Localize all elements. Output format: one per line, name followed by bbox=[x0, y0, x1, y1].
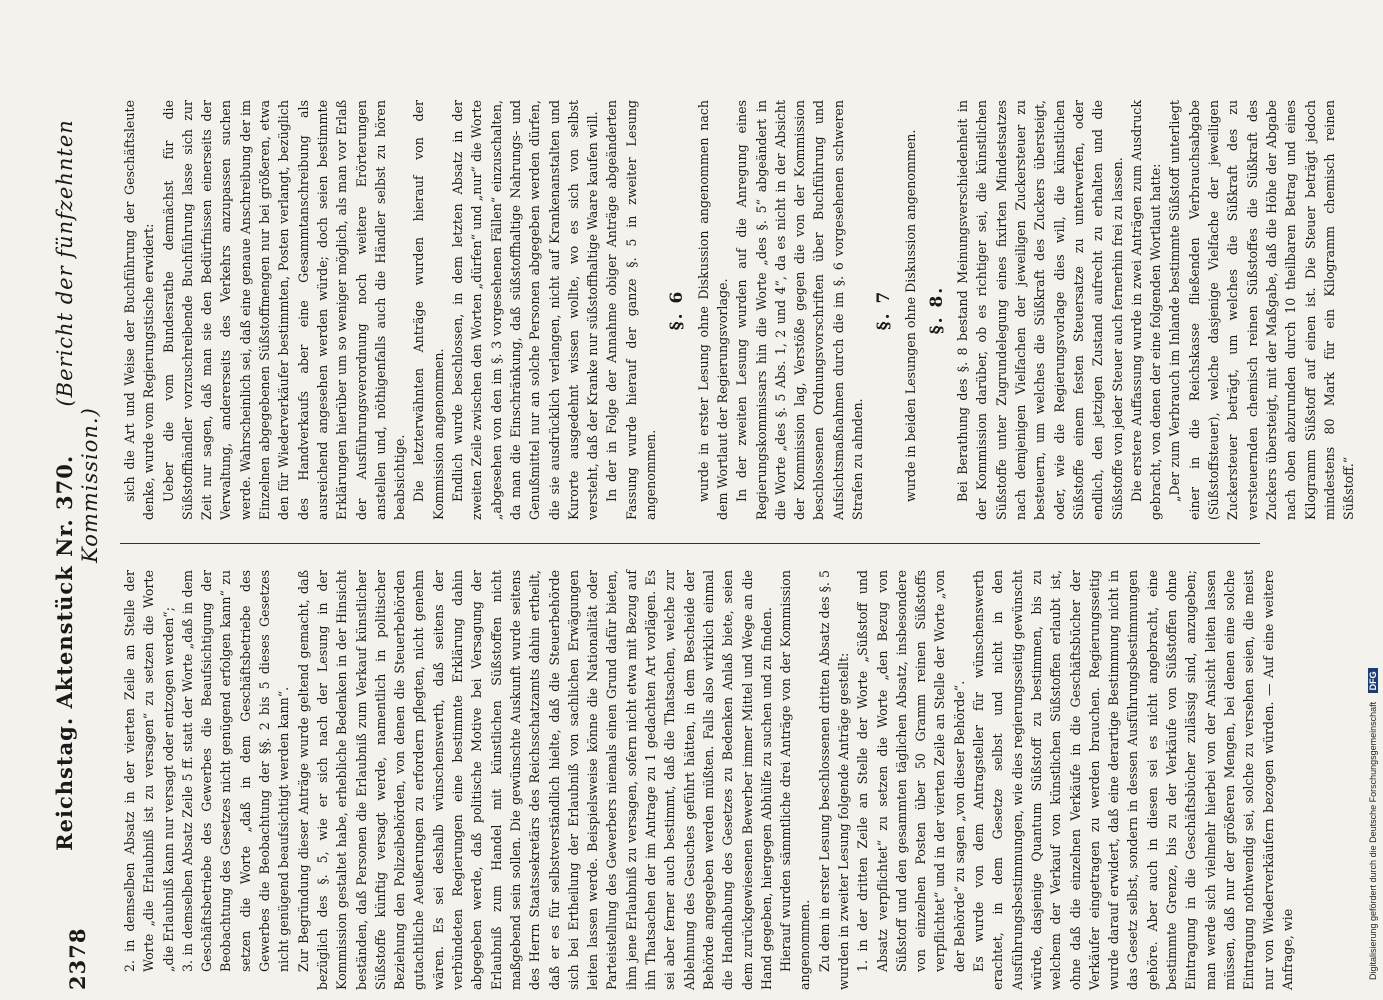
paragraph: Zur Begründung dieser Anträge wurde geltend gemacht, daß bezüglich des §. 5, wie er sich nach der Lesung in der Kommission gestaltet habe, erhebliche Bedenken in der Hinsicht beständen, daß Personen die Erlaubniß zum Verkauf künstlicher Süßstoffe künftig versagt werde, namentlich in politischer Beziehung den Polizeibehörden, von denen die Steuerbehörden gutachtliche Aeußerungen zu erfordern pflegten, nicht genehm wären. Es sei deshalb wünschenswerth, daß seitens der verbündeten Regierungen eine bestimmte Erklärung dahin abgegeben werde, daß politische Motive bei Versagung der Erlaubniß zum Handel mit künstlichen Süßstoffen nicht maßgebend sein sollen. Die gewünschte Auskunft wurde seitens des Herrn Staatssekretärs des Reichsschatzamts dahin ertheilt, daß er es für selbstverständlich hielte, daß die Steuerbehörde sich bei Ertheilung der Erlaubniß von sachlichen Erwägungen leiten lassen werde. Beispielsweise könne die Nationalität oder Parteistellung des Gewerbers niemals einen Grund dafür bieten, ihm jene Erlaubniß zu versagen, sofern nicht etwa mit Bezug auf ihn Thatsachen der im Antrage zu 1 gedachten Art vorlägen. Es sei aber ferner auch bestimmt, daß die Thatsachen, welche zur Ablehnung des Gesuches geführt hätten, in dem Bescheide der Behörde angegeben werden müßten. Falls also wirklich einmal die Handhabung des Gesetzes zu Bedenken Anlaß biete, seien dem zurückgewiesenen Bewerber immer Mittel und Wege an die Hand gegeben, hiergegen Abhülfe zu suchen und zu finden. bbox=[295, 570, 774, 990]
page-number: 2378 bbox=[64, 927, 90, 990]
digitization-footer bbox=[1368, 10, 1382, 990]
page-header bbox=[52, 70, 102, 990]
paragraph: wurde in beiden Lesungen ohne Diskussion angenommen. bbox=[902, 129, 918, 502]
paragraph: Ueber die vom Bundesrathe demnächst für die Süßstoffhändler vorzuschreibende Buchführung lasse sich zur Zeit nur sagen, daß man sie den Bedürfnissen einerseits der Verwaltung, andererseits des Verkehrs anzupassen suchen werde. Wahrscheinlich sei, daß eine genaue Anschreibung der im Einzelnen abgegebenen Süßstoffmengen nur bei größeren, etwa den für Wiederverkäufer bestimmten, Posten verlangt, bezüglich des Handverkaufs aber eine Gesammtanschreibung als ausreichend angesehen werden würde; doch seien bestimmte Erklärungen hierüber um so weniger möglich, als man vor Erlaß der Ausführungsverordnung noch weitere Erörterungen anstellen und, nöthigenfalls auch die Händler selbst zu hören beabsichtige. bbox=[160, 100, 408, 520]
paragraph: 2. in demselben Absatz in der vierten Zeile an Stelle der Worte „die Erlaubniß ist zu versagen“ zu setzen die Worte „die Erlaubniß kann nur versagt oder entzogen werden“; bbox=[122, 570, 176, 972]
dfg-logo: DFG bbox=[1368, 668, 1378, 693]
paragraph: wurde in erster Lesung ohne Diskussion angenommen nach dem Wortlaut der Regierungsvorlage. bbox=[695, 100, 730, 520]
running-title bbox=[52, 70, 102, 900]
paragraph: Hierauf wurden sämmtliche drei Anträge von der Kommission angenommen. bbox=[778, 570, 813, 990]
paragraph: In der in Folge der Annahme obiger Anträge abgeänderten Fassung wurde hierauf der ganze §. 5 in zweiter Lesung angenommen. bbox=[604, 100, 659, 520]
text-column-left bbox=[120, 570, 1340, 990]
paragraph: In der zweiten Lesung wurden auf die Anregung eines Regierungskommissars hin die Worte „des §. 5“ abgeändert in die Worte „des §. 5 Abs. 1, 2 und 4“, da es nicht in der Absicht der Kommission lag, Verstöße gegen die von der Kommission beschlossenen Ordnungsvorschriften über Buchführung und Aufsichtsmaßnahmen durch die im §. 6 vorgesehenen schweren Strafen zu ahnden. bbox=[734, 100, 865, 520]
running-title-main: Reichstag. Aktenstück Nr. 370. bbox=[52, 454, 77, 851]
paragraph: Endlich wurde beschlossen, in dem letzten Absatz in der zweiten Zeile zwischen den Worten „dürfen“ und „nur“ die Worte „abgesehen von den im §. 3 vorgesehenen Fällen“ einzuschalten, da man die Einschränkung, daß süßstoffhaltige Nahrungs- und Genußmittel nur an solche Personen abgegeben werden dürfen, die sie ausdrücklich verlangen, nicht auf Krankenanstalten und Kurorte ausgedehnt wissen wollte, wo es sich von selbst versteht, daß der Kranke nur süßstoffhaltige Waare kaufen will. bbox=[450, 100, 601, 520]
footer-credit: Digitalisierung gefördert durch die Deutsche Forschungsgemeinschaft bbox=[1368, 701, 1378, 980]
section-heading-7: §. 7 bbox=[874, 289, 895, 331]
section-heading-8: §. 8. bbox=[926, 285, 947, 335]
paragraph: 1. in der dritten Zeile an Stelle der Worte „Süßstoff und Absatz verpflichtet“ zu setzen die Worte „den Bezug von Süßstoff und den gesammten täglichen Absatz, insbesondere von einzelnen Posten über 50 Gramm reinen Süßstoffs verpflichtet“ und in der vierten Zeile an Stelle der Worte „von der Behörde“ zu sagen „von dieser Behörde“. bbox=[855, 570, 967, 972]
paragraph: sich die Art und Weise der Buchführung der Geschäftsleute denke, wurde vom Regierungstische erwidert: bbox=[122, 100, 157, 520]
column-divider bbox=[120, 543, 1260, 544]
footer-credit-line bbox=[1368, 20, 1378, 980]
paragraph: „Der zum Verbrauch im Inlande bestimmte Süßstoff unterliegt einer in die Reichskasse fließenden Verbrauchsabgabe (Süßstoffsteuer), welche dasjenige Vielfache der jeweiligen Zuckersteuer beträgt, um welches die Süßkraft des zu versteuernden chemisch reinen Süßstoffes die Süßkraft des Zuckers übersteigt, mit der Maßgabe, daß die Höhe der Abgabe nach oben abzurunden durch 10 theilbaren Betrag und eines Kilogramm Süßstoff auf einen ist. Die Steuer beträgt jedoch mindestens 80 Mark für ein Kilogramm chemisch reinen Süßstoff.“ bbox=[1167, 100, 1357, 520]
paragraph: Es wurde von dem Antragsteller für wünschenswerth erachtet, in dem Gesetze selbst und nicht in den Ausführungsbestimmungen, wie dies regierungsseitig gewünscht würde, dasjenige Quantum Süßstoff zu bestimmen, bis zu welchem der Verkauf von künstlichen Süßstoffen erlaubt ist, ohne daß die einzelnen Verkäufe in die Geschäftsbücher der Verkäufer eingetragen zu werden brauchen. Regierungsseitig wurde darauf erwidert, daß eine derartige Bestimmung nicht in das Gesetz selbst, sondern in dessen Ausführungsbestimmungen gehöre. Aber auch in diesen sei es nicht angebracht, eine bestimmte Grenze, bis zu der Verkäufe von Süßstoffen ohne Eintragung in die Geschäftsbücher zulässig sind, anzugeben; man werde sich vielmehr hierbei von der Ansicht leiten lassen müssen, daß nur der größeren Mengen, bei denen eine solche Eintragung nothwendig sei, solche zu versehen seien, die meist nur von Wiederverkäufern bezogen würden. — Auf eine weitere Anfrage, wie bbox=[971, 570, 1295, 990]
running-title-report: (Bericht der fünfzehnten Kommission.) bbox=[53, 119, 102, 563]
section-heading-6: §. 6 bbox=[667, 289, 688, 331]
paragraph: Die letzterwähnten Anträge wurden hierauf von der Kommission angenommen. bbox=[411, 100, 446, 520]
rotated-page-content bbox=[52, 70, 1360, 990]
paragraph: Bei Berathung des §. 8 bestand Meinungsverschiedenheit in der Kommission darüber, ob es richtiger sei, die künstlichen Süßstoffe unter Zugrundelegung eines fixirten Mindestsatzes nach demjenigen Vielfachen der jeweiligen Zuckersteuer zu besteuern, um welches die Süßkraft des Zuckers übersteigt, oder, wie die Regierungsvorlage dies will, die künstlichen Süßstoffe einem festen Steuersatze zu unterwerfen, oder endlich, den jetzigen Zustand aufrecht zu erhalten und die Süßstoffe von jeder Steuer auch fernerhin frei zu lassen. bbox=[955, 100, 1125, 520]
text-column-right bbox=[120, 100, 1357, 520]
paragraph: Die erstere Auffassung wurde in zwei Anträgen zum Ausdruck gebracht, von denen der eine folgenden Wortlaut hatte: bbox=[1128, 100, 1164, 520]
paragraph: 3. in demselben Absatz Zeile 5 ff. statt der Worte „daß in dem Geschäftsbetriebe des Gewerbes die Beaufsichtigung der Beobachtung des Gesetzes nicht genügend erfolgen kann“ zu setzen die Worte „daß in dem Geschäftsbetriebe des Gewerbes die Beobachtung der §§. 2 bis 5 dieses Gesetzes nicht genügend beaufsichtigt werden kann“. bbox=[179, 570, 292, 972]
paragraph: Zu dem in erster Lesung beschlossenen dritten Absatz des §. 5 wurden in zweiter Lesung folgende Anträge gestellt: bbox=[816, 570, 851, 990]
